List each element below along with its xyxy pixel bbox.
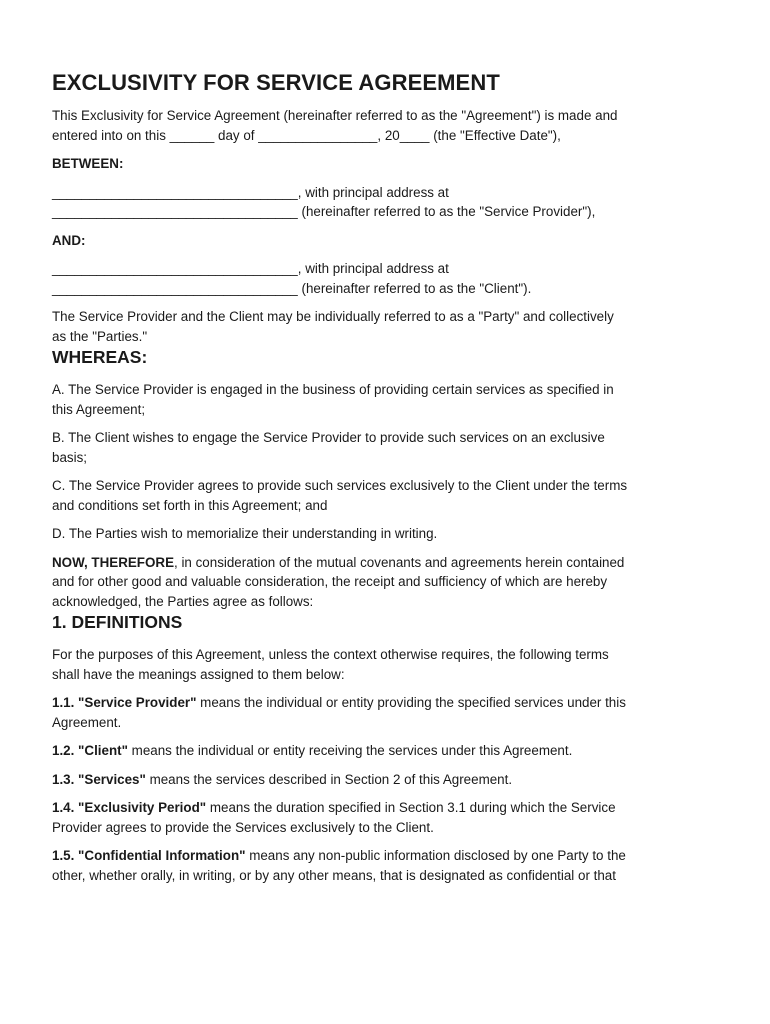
definition-1-4-line-2: Provider agrees to provide the Services exclusively to the Client.: [52, 819, 434, 835]
document-title: EXCLUSIVITY FOR SERVICE AGREEMENT: [52, 70, 500, 95]
definitions-heading: 1. DEFINITIONS: [52, 612, 183, 632]
definition-1-5-text: means any non-public information disclosed by one Party to the: [245, 848, 626, 863]
definitions-intro-line-2: shall have the meanings assigned to them below:: [52, 666, 345, 682]
now-therefore-line-2: and for other good and valuable consideration, the receipt and sufficiency of which are hereby: [52, 574, 608, 589]
parties-paragraph: [52, 307, 718, 346]
parties-line-2: as the "Parties.": [52, 328, 148, 344]
now-therefore-line-3: acknowledged, the Parties agree as follows:: [52, 593, 314, 609]
definition-1-1-text: means the individual or entity providing the specified services under this: [196, 695, 626, 710]
definition-1-4-text: means the duration specified in Section 3.1 during which the Service: [206, 800, 616, 815]
party-1-line-2: _________________________________ (hereinafter referred to as the "Service Provider"),: [52, 204, 596, 219]
now-therefore-rest: , in consideration of the mutual covenants and agreements herein contained: [174, 554, 625, 570]
intro-line-2: entered into on this ______ day of ________________, 20____ (the "Effective Date"),: [52, 127, 561, 143]
now-therefore-bold: NOW, THEREFORE: [52, 554, 175, 570]
recital-b-line-1: B. The Client wishes to engage the Service Provider to provide such services on an exclusive: [52, 430, 605, 445]
now-therefore-paragraph: [52, 553, 718, 612]
definition-1-3: [52, 770, 718, 790]
definitions-intro: [52, 645, 718, 684]
definition-1-1-term: 1.1. "Service Provider": [52, 695, 197, 710]
definition-1-3-text: means the services described in Section 2 of this Agreement.: [145, 771, 513, 787]
definition-1-4: [52, 798, 718, 837]
definition-1-5-term: 1.5. "Confidential Information": [52, 848, 246, 863]
definition-1-5-line-2: other, whether orally, in writing, or by any other means, that is designated as confidential or that: [52, 867, 616, 883]
definition-1-1-line-2: Agreement.: [52, 714, 122, 730]
definition-1-5: [52, 846, 718, 885]
recital-d: [52, 524, 718, 544]
party-2-block: [52, 259, 718, 298]
recital-a: [52, 380, 718, 419]
definition-1-4-term: 1.4. "Exclusivity Period": [52, 800, 207, 815]
recital-c-line-2: and conditions set forth in this Agreement; and: [52, 497, 328, 513]
parties-line-1: The Service Provider and the Client may be individually referred to as a "Party" and collectively: [52, 309, 614, 324]
definition-1-2-term: 1.2. "Client": [52, 743, 128, 758]
recital-c: [52, 476, 718, 515]
recital-d-line-1: D. The Parties wish to memorialize their understanding in writing.: [52, 526, 438, 541]
recital-b-line-2: basis;: [52, 449, 87, 465]
party-2-line-2: _________________________________ (hereinafter referred to as the "Client").: [52, 280, 532, 296]
definitions-intro-line-1: For the purposes of this Agreement, unless the context otherwise requires, the following terms: [52, 647, 609, 662]
whereas-heading: WHEREAS:: [52, 347, 148, 367]
recital-b: [52, 428, 718, 467]
party-2-line-1: _________________________________, with principal address at: [52, 261, 449, 276]
intro-line-1: This Exclusivity for Service Agreement (hereinafter referred to as the "Agreement") is made and: [52, 108, 618, 123]
party-1-block: [52, 183, 718, 222]
recital-a-line-2: this Agreement;: [52, 401, 146, 417]
definition-1-3-term: 1.3. "Services": [52, 771, 146, 787]
between-label: BETWEEN:: [52, 156, 124, 171]
definition-1-2: [52, 741, 718, 761]
definition-1-1: [52, 693, 718, 732]
recital-c-line-1: C. The Service Provider agrees to provide such services exclusively to the Client under the terms: [52, 478, 628, 493]
definition-1-2-text: means the individual or entity receiving the services under this Agreement.: [127, 743, 573, 758]
intro-paragraph: [52, 106, 718, 145]
and-label: AND:: [52, 232, 86, 248]
party-1-line-1: _________________________________, with principal address at: [52, 184, 449, 200]
recital-a-line-1: A. The Service Provider is engaged in the business of providing certain services as specified in: [52, 382, 614, 397]
